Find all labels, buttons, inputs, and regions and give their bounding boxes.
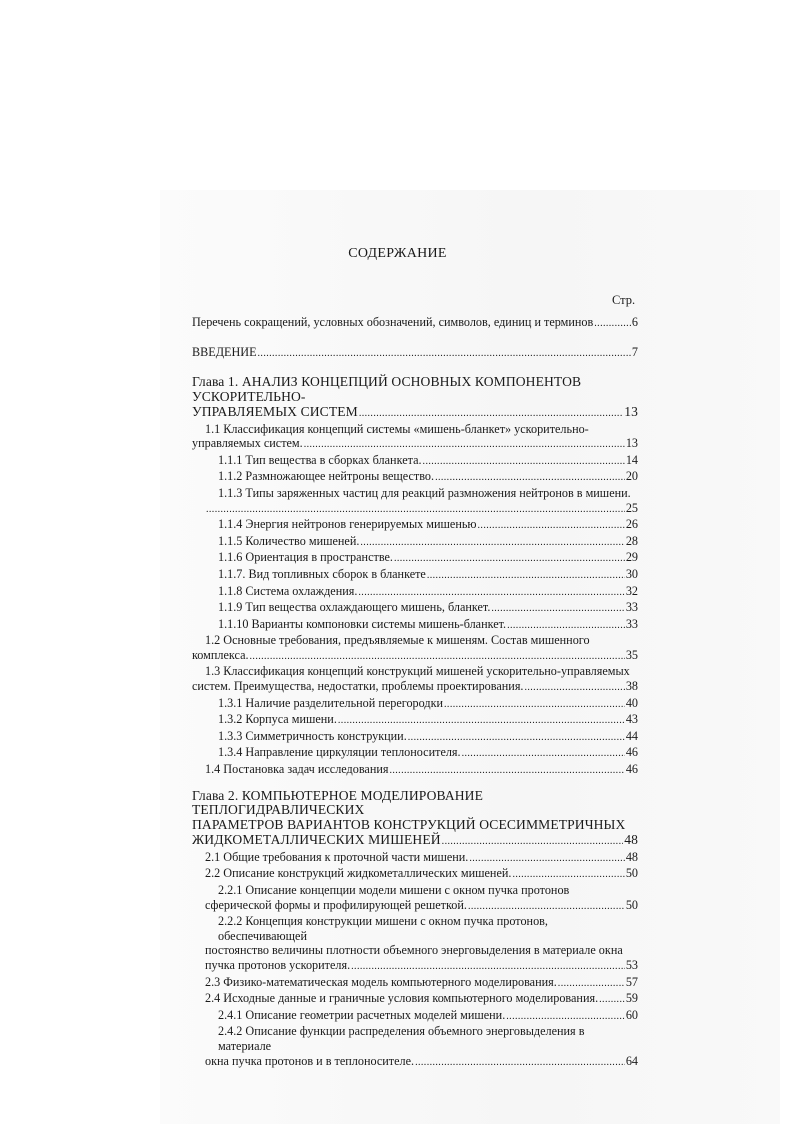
- leader-dots: [250, 650, 625, 665]
- toc-page-number: 6: [631, 315, 638, 329]
- toc-page-number: 13: [624, 403, 638, 419]
- toc-page-number: 38: [625, 679, 638, 694]
- toc-entry-text: 1.3.2 Корпуса мишени.: [218, 712, 337, 727]
- toc-page-number: 46: [625, 745, 638, 760]
- toc-page-number: 20: [625, 469, 638, 484]
- toc-entry: [192, 883, 638, 914]
- toc-entry-text: Глава 1. АНАЛИЗ КОНЦЕПЦИЙ ОСНОВНЫХ КОМПОНЕНТОВ УСКОРИТЕЛЬНО-: [192, 374, 582, 404]
- toc-entry-text: Перечень сокращений, условных обозначений, символов, единиц и терминов: [192, 315, 594, 329]
- toc-entry: [192, 762, 638, 779]
- page-title: СОДЕРЖАНИЕ: [348, 246, 447, 261]
- leader-dots: [258, 347, 631, 362]
- leader-dots: [408, 731, 625, 746]
- toc-entry: [192, 534, 638, 551]
- toc-page-number: 33: [625, 616, 638, 631]
- leader-dots: [524, 681, 624, 696]
- toc-entry: [192, 550, 638, 567]
- toc-page-number: 30: [625, 566, 638, 581]
- toc-entry-text: 2.1 Общие требования к проточной части мишени.: [205, 849, 469, 864]
- toc-entry-text: 1.1.2 Размножающее нейтроны вещество.: [218, 469, 435, 484]
- leader-dots: [206, 503, 625, 518]
- leader-dots: [351, 960, 625, 975]
- leader-dots: [389, 764, 624, 779]
- leader-dots: [444, 698, 625, 713]
- toc-page-number: 50: [625, 866, 638, 881]
- toc-page-number: 25: [625, 500, 638, 515]
- toc-entry-text: систем. Преимущества, недостатки, проблемы проектирования.: [192, 679, 524, 694]
- toc-entry-text: 1.1.7. Вид топливных сборок в бланкете: [218, 566, 426, 581]
- toc-entry: [192, 315, 638, 332]
- toc-page-number: 59: [625, 991, 638, 1006]
- toc-entry: [192, 633, 638, 664]
- toc-entry-text: 2.4 Исходные данные и граничные условия компьютерного моделирования.: [205, 991, 599, 1006]
- toc-entry-text: 1.1.9 Тип вещества охлаждающего мишень, бланкет.: [218, 600, 491, 615]
- toc-entry-text: 1.1 Классификация концепций системы «мишень-бланкет» ускорительно-: [205, 421, 589, 436]
- toc-entry-text: 1.1.1 Тип вещества в сборках бланкета.: [218, 452, 422, 467]
- toc-entry: [192, 584, 638, 601]
- toc-entry-text: 1.3.3 Симметричность конструкции.: [218, 728, 407, 743]
- leader-dots: [358, 586, 624, 601]
- toc-entry-text: 1.1.5 Количество мишеней.: [218, 533, 360, 548]
- toc-entry-text: 1.3.4 Направление циркуляции теплоносителя.: [218, 745, 461, 760]
- toc-page-number: 40: [625, 695, 638, 710]
- toc-entry: [192, 469, 638, 486]
- leader-dots: [415, 1056, 625, 1071]
- toc-entry: [192, 567, 638, 584]
- toc-entry-text: 1.3.1 Наличие разделительной перегородки: [218, 695, 444, 710]
- toc-page-number: 43: [625, 712, 638, 727]
- leader-dots: [338, 714, 625, 729]
- toc-page-number: 35: [625, 647, 638, 662]
- toc-page-number: 13: [625, 436, 638, 451]
- toc-page-number: 28: [625, 533, 638, 548]
- toc-entry: [192, 1024, 638, 1070]
- toc-entry-text: 2.4.2 Описание функции распределения объемного энерговыделения в материале: [218, 1024, 585, 1053]
- leader-dots: [359, 407, 623, 422]
- leader-dots: [507, 619, 625, 634]
- leader-dots: [394, 552, 625, 567]
- toc-page-number: 33: [625, 600, 638, 615]
- toc-entry-text: 2.4.1 Описание геометрии расчетных моделей мишени.: [218, 1007, 506, 1022]
- toc-entry-text: 1.1.8 Система охлаждения.: [218, 583, 358, 598]
- leader-dots: [491, 602, 624, 617]
- toc-entry-text: 1.1.4 Энергия нейтронов генерируемых мишенью: [218, 517, 477, 532]
- toc-entry: [192, 453, 638, 470]
- leader-dots: [360, 536, 624, 551]
- toc-entry: [192, 866, 638, 883]
- toc-entry: [192, 486, 638, 517]
- toc-entry: [192, 991, 638, 1008]
- toc-entry: [192, 664, 638, 695]
- table-of-contents: [192, 315, 638, 1070]
- toc-entry-text: 1.4 Постановка задач исследования: [205, 762, 389, 777]
- toc-page-number: 46: [625, 762, 638, 777]
- leader-dots: [468, 900, 625, 915]
- toc-entry-text: 2.3 Физико-математическая модель компьютерного моделирования.: [205, 974, 557, 989]
- leader-dots: [442, 835, 624, 850]
- toc-entry-text: пучка протонов ускорителя.: [205, 957, 351, 972]
- leader-dots: [427, 569, 625, 584]
- toc-entry: [192, 422, 638, 453]
- toc-entry: [192, 617, 638, 634]
- leader-dots: [435, 471, 625, 486]
- page-column-label: Стр.: [612, 293, 636, 307]
- toc-page-number: 53: [625, 957, 638, 972]
- leader-dots: [478, 519, 625, 534]
- toc-entry-text: 1.1.3 Типы заряженных частиц для реакций размножения нейтронов в мишени.: [218, 485, 631, 500]
- toc-entry: [192, 745, 638, 762]
- toc-entry-text: ПАРАМЕТРОВ ВАРИАНТОВ КОНСТРУКЦИЙ ОСЕСИММЕТРИЧНЫХ: [192, 817, 626, 833]
- toc-page-number: 7: [631, 344, 638, 359]
- toc-page-number: 32: [625, 583, 638, 598]
- toc-entry-text: 1.1.10 Варианты компоновки системы мишень-бланкет.: [218, 616, 507, 631]
- leader-dots: [506, 1010, 625, 1025]
- leader-dots: [423, 455, 625, 470]
- toc-page-number: 14: [625, 452, 638, 467]
- toc-page-number: 44: [625, 728, 638, 743]
- toc-entry-text: УПРАВЛЯЕМЫХ СИСТЕМ: [192, 403, 358, 419]
- toc-entry-text: 1.3 Классификация концепций конструкций мишеней ускорительно-управляемых: [205, 664, 630, 679]
- toc-entry: [192, 712, 638, 729]
- toc-page-number: 48: [625, 849, 638, 864]
- toc-entry: [192, 517, 638, 534]
- toc-entry-text: постоянство величины плотности объемного энерговыделения в материале окна: [205, 943, 623, 958]
- toc-entry: [192, 600, 638, 617]
- toc-entry-text: комплекса.: [192, 647, 249, 662]
- leader-dots: [304, 438, 625, 453]
- toc-entry: [192, 975, 638, 992]
- toc-entry-text: Глава 2. КОМПЬЮТЕРНОЕ МОДЕЛИРОВАНИЕ ТЕПЛОГИДРАВЛИЧЕСКИХ: [192, 787, 483, 818]
- toc-entry-text: 2.2.2 Концепция конструкции мишени с окном пучка протонов, обеспечивающей: [218, 914, 548, 943]
- toc-page-number: 48: [624, 832, 638, 848]
- toc-entry: [192, 729, 638, 746]
- toc-entry-text: управляемых систем.: [192, 436, 303, 451]
- toc-entry-text: ЖИДКОМЕТАЛЛИЧЕСКИХ МИШЕНЕЙ: [192, 832, 441, 848]
- leader-dots: [599, 993, 625, 1008]
- leader-dots: [512, 868, 624, 883]
- leader-dots: [558, 977, 625, 992]
- toc-entry-text: 1.2 Основные требования, предъявляемые к мишеням. Состав мишенного: [205, 633, 590, 648]
- leader-dots: [594, 317, 631, 332]
- toc-page-number: 64: [625, 1053, 638, 1068]
- leader-dots: [462, 747, 625, 762]
- toc-entry: [192, 1008, 638, 1025]
- toc-entry: [192, 345, 638, 362]
- toc-page-number: 29: [625, 550, 638, 565]
- toc-entry-text: сферической формы и профилирующей решеткой.: [205, 897, 467, 912]
- toc-chapter-entry: [192, 789, 638, 850]
- toc-entry-text: окна пучка протонов и в теплоносителе.: [205, 1053, 415, 1068]
- toc-page-number: 60: [625, 1007, 638, 1022]
- toc-entry: [192, 696, 638, 713]
- toc-chapter-entry: [192, 375, 638, 421]
- toc-entry: [192, 914, 638, 974]
- toc-page-number: 50: [625, 897, 638, 912]
- toc-entry-text: 1.1.6 Ориентация в пространстве.: [218, 550, 393, 565]
- leader-dots: [469, 852, 624, 867]
- toc-entry-text: ВВЕДЕНИЕ: [192, 344, 257, 359]
- toc-entry-text: 2.2 Описание конструкций жидкометаллических мишеней.: [205, 866, 512, 881]
- toc-entry: [192, 850, 638, 867]
- toc-entry-text: 2.2.1 Описание концепции модели мишени с окном пучка протонов: [218, 883, 570, 898]
- toc-page-number: 26: [625, 517, 638, 532]
- toc-page-number: 57: [625, 974, 638, 989]
